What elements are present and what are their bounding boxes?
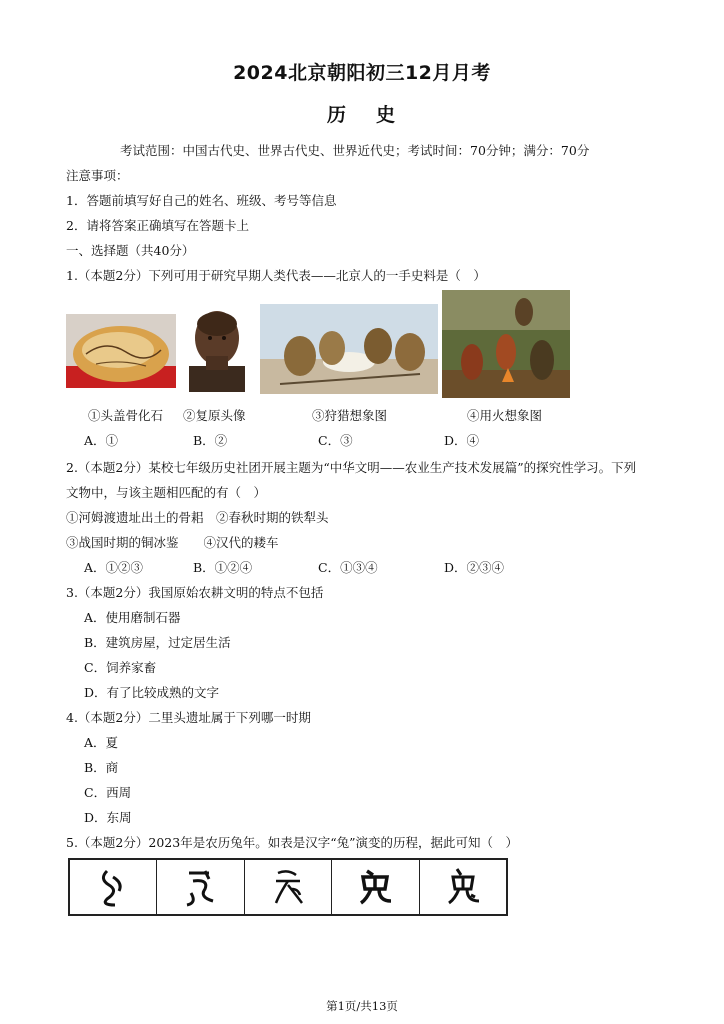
q2-items: ①河姆渡遗址出土的骨耜 ②春秋时期的铁犁头 <box>66 510 329 525</box>
q3-option: D．有了比较成熟的文字 <box>84 685 220 700</box>
q1-option: D．④ <box>444 433 480 448</box>
seal-script-glyph <box>245 860 332 914</box>
regular-script-glyph <box>420 860 506 914</box>
q4-option: D．东周 <box>84 810 132 825</box>
q3-option: B．建筑房屋，过定居生活 <box>84 635 231 650</box>
note-item: 2．请将答案正确填写在答题卡上 <box>66 218 249 233</box>
question-3-stem: 3.（本题2分）我国原始农耕文明的特点不包括 <box>66 585 324 600</box>
q3-option: C．饲养家畜 <box>84 660 157 675</box>
fire-use-scene-image <box>442 290 570 398</box>
notes-heading: 注意事项： <box>66 168 129 183</box>
hunting-scene-image <box>260 304 438 394</box>
clerical-script-glyph <box>332 860 419 914</box>
rabbit-character-evolution-table <box>68 858 508 916</box>
section-heading: 一、选择题（共40分） <box>66 243 195 258</box>
subject-heading: 历史 <box>326 104 425 126</box>
question-4-stem: 4.（本题2分）二里头遗址属于下列哪一时期 <box>66 710 311 725</box>
skull-fossil-image <box>66 314 176 388</box>
q2-option: A．①②③ <box>84 560 144 575</box>
q1-option: B．② <box>193 433 228 448</box>
q3-option: A．使用磨制石器 <box>84 610 181 625</box>
q2-option: D．②③④ <box>444 560 505 575</box>
page-title: 2024北京朝阳初三12月月考 <box>233 62 491 84</box>
q4-option: A．夏 <box>84 735 119 750</box>
question-5-stem: 5.（本题2分）2023年是农历兔年。如表是汉字“兔”演变的历程，据此可知（ ） <box>66 835 518 850</box>
q4-option: B．商 <box>84 760 119 775</box>
question-2-stem: 2.（本题2分）某校七年级历史社团开展主题为“中华文明——农业生产技术发展篇”的探究性学习。下列 <box>66 460 637 475</box>
oracle-bone-script-glyph <box>70 860 157 914</box>
q4-option: C．西周 <box>84 785 132 800</box>
bust-reconstruction-image <box>181 304 253 392</box>
q1-option: A．① <box>84 433 119 448</box>
q1-caption: ③狩猎想象图 <box>312 408 388 423</box>
page-number: 第1页/共13页 <box>326 999 398 1013</box>
bronze-script-glyph <box>157 860 244 914</box>
note-item: 1．答题前填写好自己的姓名、班级、考号等信息 <box>66 193 337 208</box>
question-1-stem: 1.（本题2分）下列可用于研究早期人类代表——北京人的一手史料是（ ） <box>66 268 486 283</box>
q1-caption: ①头盖骨化石 <box>88 408 164 423</box>
exam-info: 考试范围：中国古代史、世界古代史、世界近代史；考试时间：70分钟；满分：70分 <box>120 143 590 158</box>
q2-option: C．①③④ <box>318 560 378 575</box>
q2-option: B．①②④ <box>193 560 253 575</box>
question-2-stem-cont: 文物中，与该主题相匹配的有（ ） <box>66 485 267 500</box>
q1-caption: ④用火想象图 <box>467 408 543 423</box>
q2-items: ③战国时期的铜冰鉴 ④汉代的耧车 <box>66 535 279 550</box>
q1-caption: ②复原头像 <box>183 408 246 423</box>
q1-option: C．③ <box>318 433 353 448</box>
